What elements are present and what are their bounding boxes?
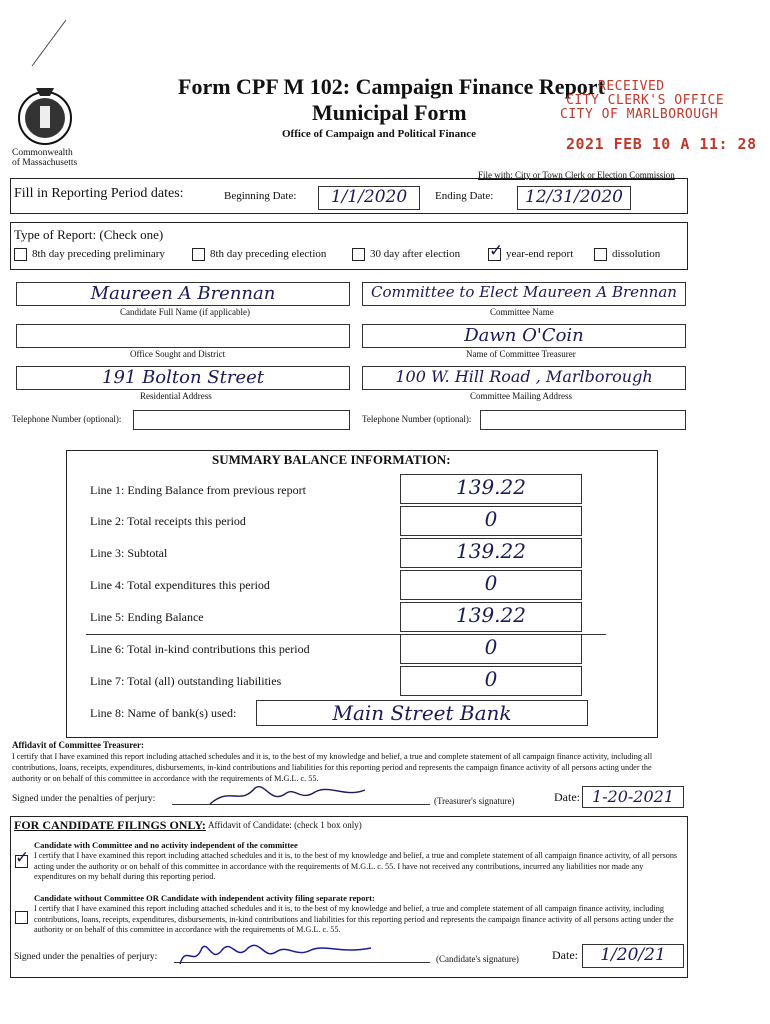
seal-caption-2: of Massachusetts [12, 158, 78, 168]
stamp-office: CITY CLERK'S OFFICE [566, 93, 725, 108]
checkbox[interactable] [15, 911, 28, 924]
summary-heading: SUMMARY BALANCE INFORMATION: [212, 452, 451, 467]
treasurer-affidavit-heading: Affidavit of Committee Treasurer: [12, 740, 145, 750]
pen-mark [28, 18, 68, 68]
opt2-checkbox[interactable] [15, 908, 33, 926]
stamp-date: 2021 FEB 10 A 11: 28 [566, 135, 757, 153]
summary-line-5-value[interactable]: 139.22 [400, 602, 582, 632]
report-type-opt-2[interactable]: 30 day after election [352, 248, 460, 261]
report-type-opt-1[interactable]: 8th day preceding election [192, 248, 326, 261]
massachusetts-seal-icon [10, 78, 80, 148]
file-with: File with: City or Town Clerk or Election Commission [478, 170, 675, 180]
opt1-heading: Candidate with Committee and no activity independent of the committee [34, 840, 298, 850]
summary-line-2-label: Line 2: Total receipts this period [90, 514, 246, 528]
summary-line-2-value[interactable]: 0 [400, 506, 582, 536]
opt2-text: I certify that I have examined this report including attached schedules and it is, to the best of my knowledge and belief, a true and complete statement of all campaign finance activity, including contributions, loans, receipts, expenditures, disbursements, in-kind contributions and liabilities for this reporting period and represents the campaign finance activity of all persons acting under the authority or on behalf of this committee in accordance with the requirements of M.G.L. c. 55. [34, 904, 674, 934]
phone-field[interactable] [133, 410, 350, 430]
phone-label: Telephone Number (optional): [12, 414, 122, 424]
summary-line-3-value[interactable]: 139.22 [400, 538, 582, 568]
checkbox-checked[interactable] [15, 847, 30, 868]
candidate-name-field[interactable]: Maureen A Brennan [16, 282, 350, 306]
candidate-signature-caption: (Candidate's signature) [436, 954, 519, 964]
checkmark-icon: ✓ [15, 847, 30, 867]
opt1-checkbox[interactable] [15, 847, 33, 870]
summary-line-6-label: Line 6: Total in-kind contributions this period [90, 642, 310, 656]
report-type-label: Type of Report: (Check one) [14, 227, 164, 242]
checkbox[interactable] [192, 248, 205, 261]
candidate-heading: FOR CANDIDATE FILINGS ONLY: [14, 818, 206, 832]
seal-caption-1: Commonwealth [12, 148, 73, 158]
report-type-opt-4[interactable]: dissolution [594, 248, 660, 261]
end-date-field[interactable]: 12/31/2020 [517, 186, 631, 210]
checkbox-checked[interactable] [488, 241, 504, 261]
candidate-date-field[interactable]: 1/20/21 [582, 944, 684, 968]
candidate-signature-icon[interactable] [176, 934, 376, 970]
stamp-received: RECEIVED [598, 79, 665, 94]
residential-address-label: Residential Address [140, 391, 212, 401]
summary-line-4-label: Line 4: Total expenditures this period [90, 578, 270, 592]
begin-date-label: Beginning Date: [224, 190, 297, 202]
report-type-opt-0[interactable]: 8th day preceding preliminary [14, 248, 165, 261]
opt1-text: I certify that I have examined this report including attached schedules and it is, to the best of my knowledge and belief, a true and complete statement of all campaign finance activity, of all persons acting under the authority or on behalf of this committee in accordance with the requirements of M.G.L. c. 55. I have not received any contributions, incurred any liabilities nor made any expenditures on my behalf during this reporting period. [34, 851, 678, 881]
summary-line-4-value[interactable]: 0 [400, 570, 582, 600]
committee-name-field[interactable]: Committee to Elect Maureen A Brennan [362, 282, 686, 306]
summary-line-7-label: Line 7: Total (all) outstanding liabilities [90, 674, 282, 688]
treasurer-date-field[interactable]: 1-20-2021 [582, 786, 684, 808]
office-sought-field[interactable] [16, 324, 350, 348]
committee-name-label: Committee Name [490, 307, 554, 317]
summary-line-1-label: Line 1: Ending Balance from previous report [90, 483, 306, 497]
committee-address-label: Committee Mailing Address [470, 391, 572, 401]
treasurer-name-label: Name of Committee Treasurer [466, 349, 576, 359]
candidate-signed-label: Signed under the penalties of perjury: [14, 952, 158, 962]
treasurer-signed-label: Signed under the penalties of perjury: [12, 794, 156, 804]
candidate-name-label: Candidate Full Name (if applicable) [120, 307, 250, 317]
opt2-heading: Candidate without Committee OR Candidate with independent activity filing separate report: [34, 893, 375, 903]
office-name: Office of Campaign and Political Finance [282, 128, 477, 140]
checkmark-icon: ✓ [489, 241, 504, 260]
stamp-city: CITY OF MARLBOROUGH [560, 107, 719, 122]
bank-label: Line 8: Name of bank(s) used: [90, 706, 237, 720]
office-sought-label: Office Sought and District [130, 349, 226, 359]
treasurer-signature-icon[interactable] [200, 776, 370, 812]
residential-address-field[interactable]: 191 Bolton Street [16, 366, 350, 390]
bank-field[interactable]: Main Street Bank [256, 700, 588, 726]
period-label: Fill in Reporting Period dates: [14, 186, 184, 201]
treasurer-date-label: Date: [554, 790, 580, 804]
checkbox[interactable] [594, 248, 607, 261]
form-subtitle: Municipal Form [312, 100, 467, 125]
committee-address-field[interactable]: 100 W. Hill Road , Marlborough [362, 366, 686, 390]
candidate-date-label: Date: [552, 948, 578, 962]
candidate-heading-note: Affidavit of Candidate: (check 1 box only) [208, 820, 362, 830]
end-date-label: Ending Date: [435, 190, 494, 202]
summary-line-1-value[interactable]: 139.22 [400, 474, 582, 504]
summary-line-3-label: Line 3: Subtotal [90, 546, 168, 560]
begin-date-field[interactable]: 1/1/2020 [318, 186, 420, 210]
checkbox[interactable] [352, 248, 365, 261]
summary-line-6-value[interactable]: 0 [400, 634, 582, 664]
phone2-field[interactable] [480, 410, 686, 430]
treasurer-signature-caption: (Treasurer's signature) [434, 796, 515, 806]
form-title: Form CPF M 102: Campaign Finance Report [178, 74, 605, 99]
treasurer-affidavit-text: I certify that I have examined this report including attached schedules and it is, to the best of my knowledge and belief, a true and complete statement of all campaign finance activity, including all contributions, loans, receipts, expenditures, disbursements, in-kind contributions and liabilities for this reporting period and represents the campaign finance activity of all persons acting under the authority or on behalf of this committee in accordance with the requirements of M.G.L. c. 55. [12, 752, 653, 783]
treasurer-name-field[interactable]: Dawn O'Coin [362, 324, 686, 348]
report-type-opt-3[interactable]: ✓ year-end report [489, 241, 574, 261]
phone2-label: Telephone Number (optional): [362, 414, 472, 424]
summary-line-7-value[interactable]: 0 [400, 666, 582, 696]
summary-line-5-label: Line 5: Ending Balance [90, 610, 204, 624]
checkbox[interactable] [14, 248, 27, 261]
